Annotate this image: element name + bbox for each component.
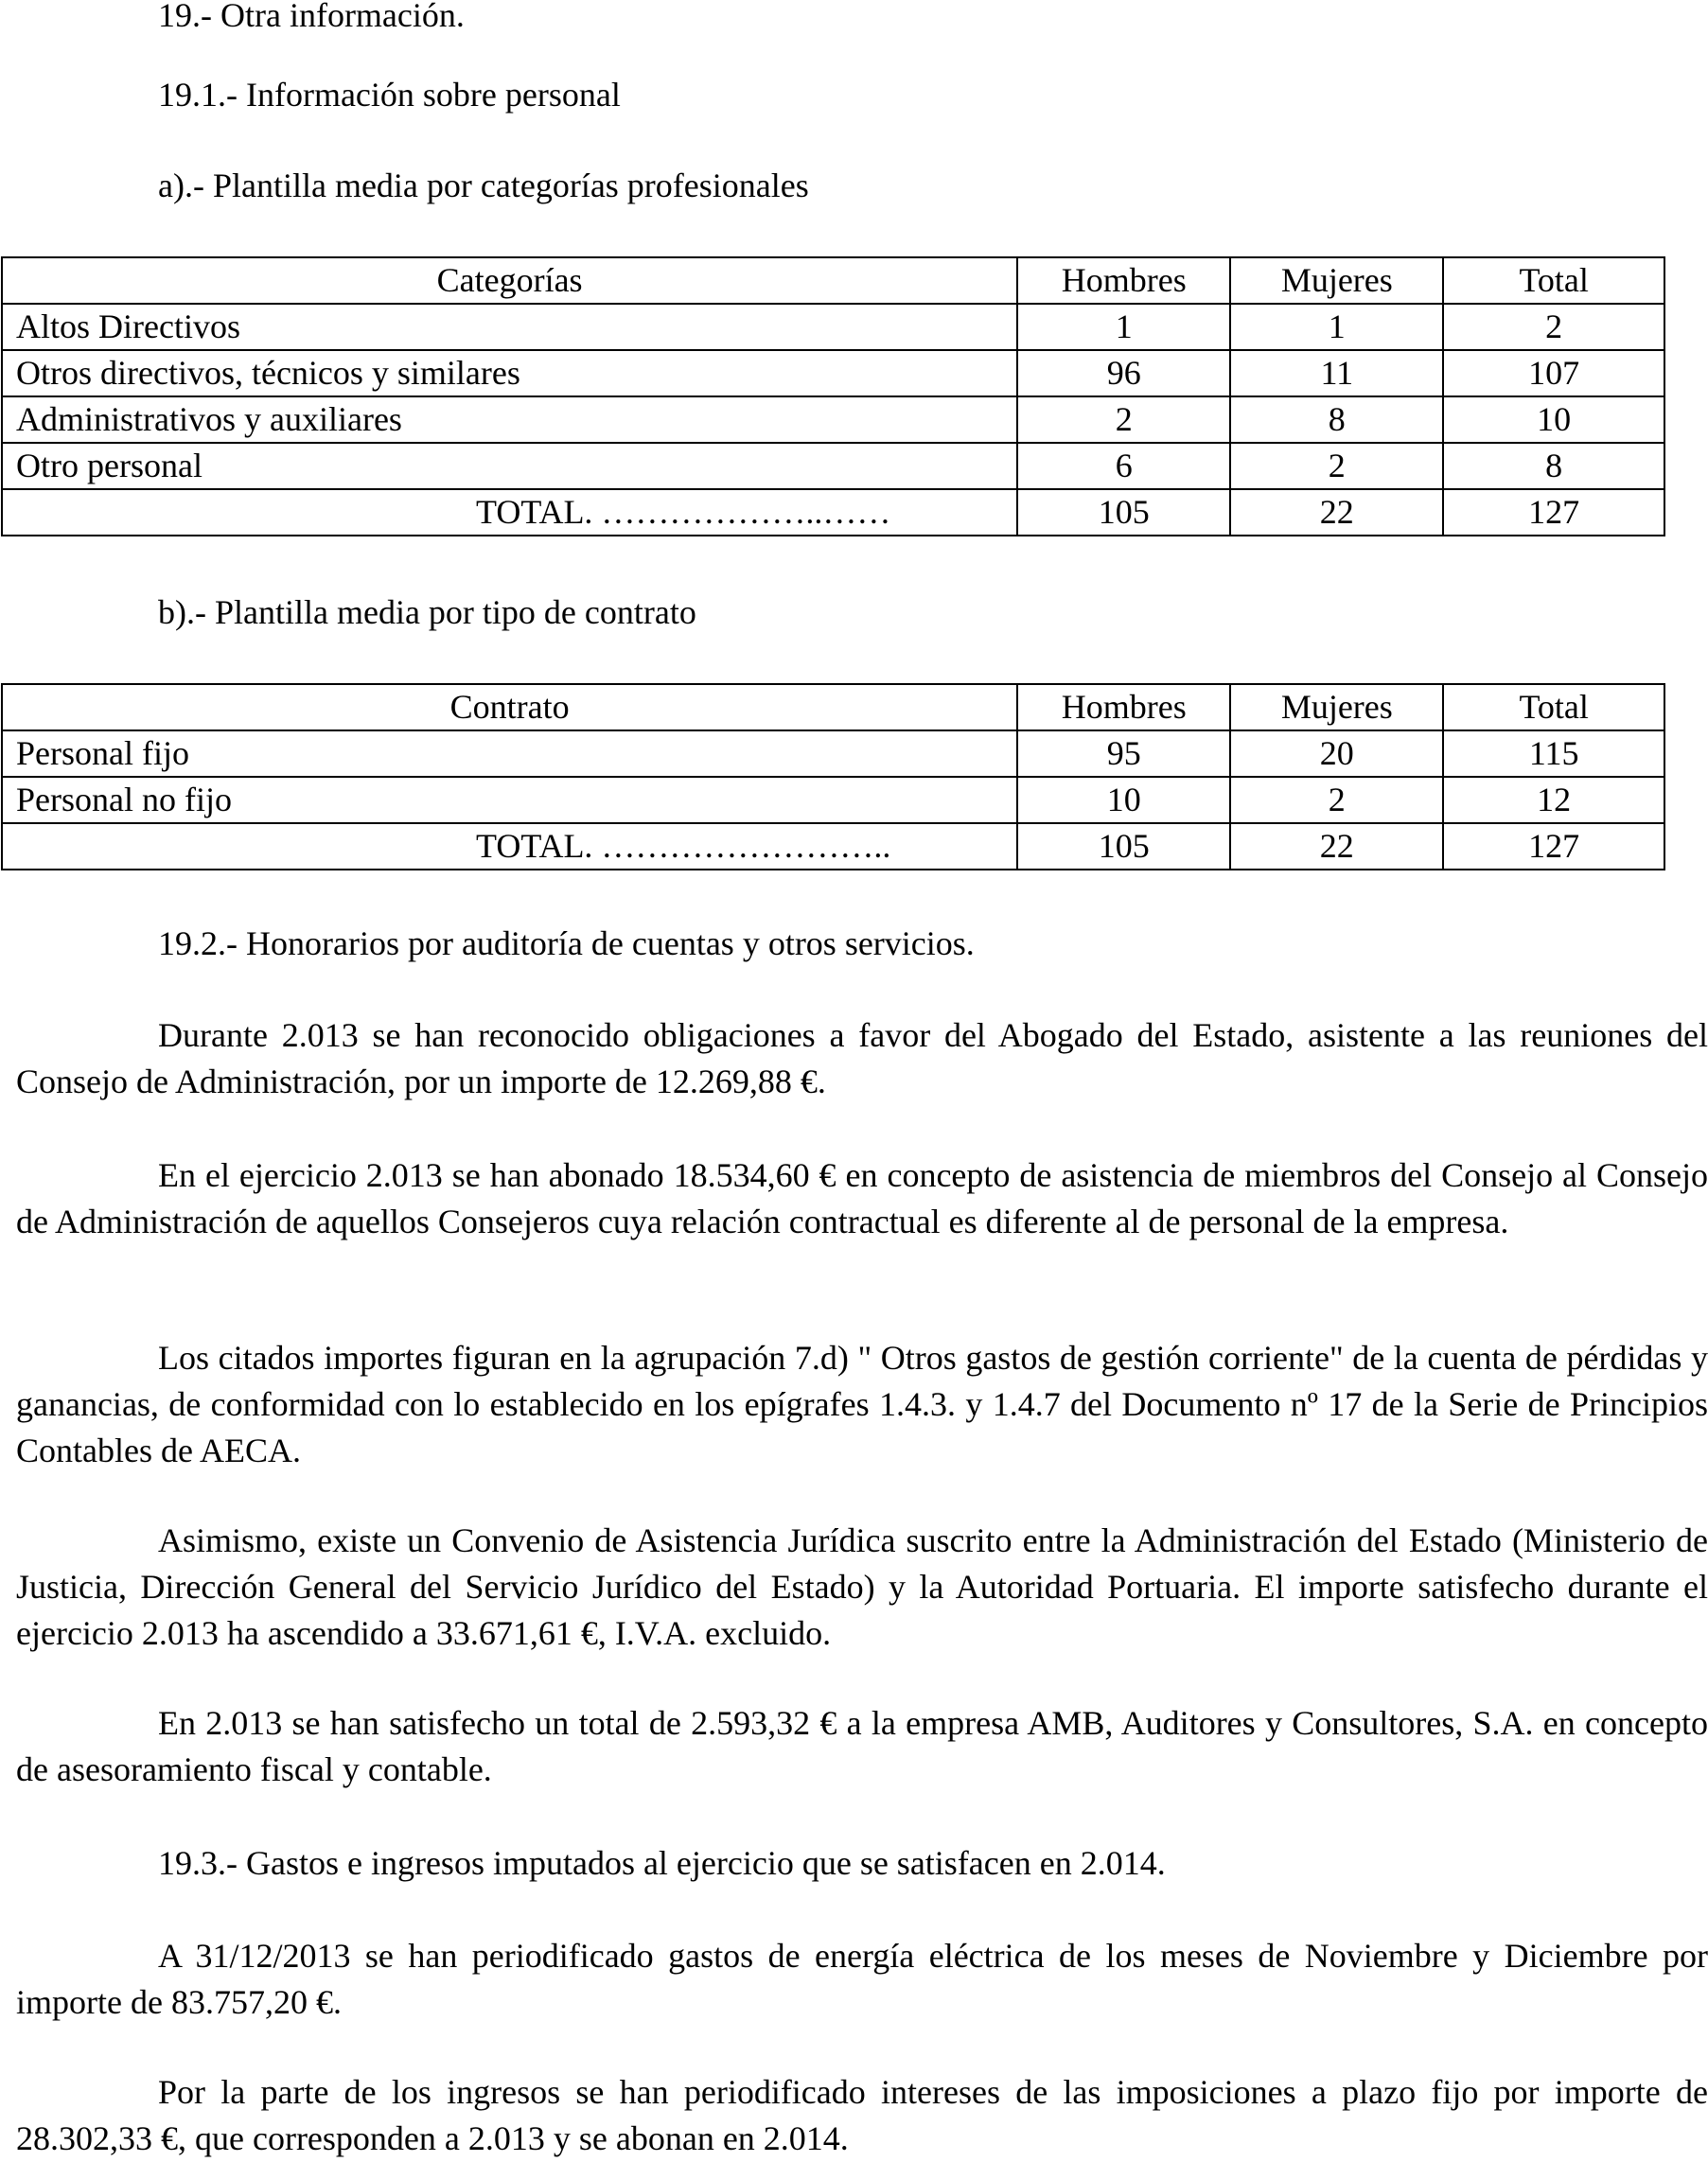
table-row — [2, 396, 1664, 443]
table-total-row — [2, 823, 1664, 870]
cell-hombres: 2 — [1017, 396, 1230, 443]
cell-total: 2 — [1443, 304, 1664, 350]
paragraph-asistencia-consejo: En el ejercicio 2.013 se han abonado 18.534,60 € en concepto de asistencia de miembros del Consejo al Consejo de Administración de aquellos Consejeros cuya relación contractual es diferente al de personal de la empresa. — [16, 1156, 1708, 1240]
cell-total: 10 — [1443, 396, 1664, 443]
column-header-categorias: Categorías — [2, 257, 1017, 304]
cell-mujeres: 2 — [1230, 777, 1443, 823]
table-plantilla-categorias — [1, 256, 1665, 536]
total-label: TOTAL. …………………….. — [2, 823, 1017, 870]
table-row — [2, 350, 1664, 396]
table-row — [2, 730, 1664, 777]
paragraph-abogado-estado: Durante 2.013 se han reconocido obligaciones a favor del Abogado del Estado, asistente a las reuniones del Consejo de Administración, por un importe de 12.269,88 €. — [16, 1016, 1708, 1100]
cell-mujeres: 8 — [1230, 396, 1443, 443]
column-header-total: Total — [1443, 257, 1664, 304]
cell-mujeres: 20 — [1230, 730, 1443, 777]
total-total: 127 — [1443, 823, 1664, 870]
cell-hombres: 6 — [1017, 443, 1230, 489]
section-heading-19-2: 19.2.- Honorarios por auditoría de cuentas y otros servicios. — [158, 924, 975, 962]
paragraph-energia-electrica: A 31/12/2013 se han periodificado gastos de energía eléctrica de los meses de Noviembre y Diciembre por importe de 83.757,20 €. — [16, 1937, 1708, 2021]
column-header-hombres: Hombres — [1017, 684, 1230, 730]
cell-hombres: 10 — [1017, 777, 1230, 823]
table-header-row — [2, 257, 1664, 304]
cell-mujeres: 2 — [1230, 443, 1443, 489]
cell-total: 107 — [1443, 350, 1664, 396]
column-header-hombres: Hombres — [1017, 257, 1230, 304]
section-heading-19-3: 19.3.- Gastos e ingresos imputados al ejercicio que se satisfacen en 2.014. — [158, 1844, 1166, 1882]
row-label: Personal fijo — [2, 730, 1017, 777]
cell-hombres: 1 — [1017, 304, 1230, 350]
cell-mujeres: 1 — [1230, 304, 1443, 350]
table-plantilla-contrato — [1, 683, 1665, 870]
total-mujeres: 22 — [1230, 823, 1443, 870]
paragraph-convenio-juridico: Asimismo, existe un Convenio de Asistencia Jurídica suscrito entre la Administración del Estado (Ministerio de Justicia, Dirección General del Servicio Jurídico del Estado) y la Autoridad Portuaria. El importe satisfecho durante el ejercicio 2.013 ha ascendido a 33.671,61 €, I.V.A. excluido. — [16, 1521, 1708, 1652]
table-row — [2, 304, 1664, 350]
table-row — [2, 777, 1664, 823]
row-label: Otro personal — [2, 443, 1017, 489]
cell-total: 115 — [1443, 730, 1664, 777]
section-heading-19-1: 19.1.- Información sobre personal — [158, 76, 621, 114]
table-row — [2, 443, 1664, 489]
row-label: Personal no fijo — [2, 777, 1017, 823]
subsection-heading-b: b).- Plantilla media por tipo de contrato — [158, 593, 696, 631]
paragraph-asesoramiento-fiscal: En 2.013 se han satisfecho un total de 2.593,32 € a la empresa AMB, Auditores y Consultores, S.A. en concepto de asesoramiento fiscal y contable. — [16, 1704, 1708, 1788]
total-label: TOTAL. ………………..…… — [2, 489, 1017, 536]
table-total-row — [2, 489, 1664, 536]
row-label: Administrativos y auxiliares — [2, 396, 1017, 443]
column-header-total: Total — [1443, 684, 1664, 730]
column-header-mujeres: Mujeres — [1230, 684, 1443, 730]
cell-total: 12 — [1443, 777, 1664, 823]
cell-mujeres: 11 — [1230, 350, 1443, 396]
paragraph-intereses: Por la parte de los ingresos se han periodificado intereses de las imposiciones a plazo fijo por importe de 28.302,33 €, que corresponden a 2.013 y se abonan en 2.014. — [16, 2073, 1708, 2157]
total-total: 127 — [1443, 489, 1664, 536]
row-label: Altos Directivos — [2, 304, 1017, 350]
cell-hombres: 96 — [1017, 350, 1230, 396]
cell-hombres: 95 — [1017, 730, 1230, 777]
column-header-mujeres: Mujeres — [1230, 257, 1443, 304]
total-hombres: 105 — [1017, 823, 1230, 870]
subsection-heading-a: a).- Plantilla media por categorías profesionales — [158, 167, 809, 204]
total-hombres: 105 — [1017, 489, 1230, 536]
cell-total: 8 — [1443, 443, 1664, 489]
paragraph-agrupacion: Los citados importes figuran en la agrupación 7.d) " Otros gastos de gestión corriente" de la cuenta de pérdidas y ganancias, de conformidad con lo establecido en los epígrafes 1.4.3. y 1.4.7 del Documento nº 17 de la Serie de Principios Contables de AECA. — [16, 1339, 1708, 1469]
row-label: Otros directivos, técnicos y similares — [2, 350, 1017, 396]
total-mujeres: 22 — [1230, 489, 1443, 536]
section-heading-19: 19.- Otra información. — [158, 0, 465, 34]
table-header-row — [2, 684, 1664, 730]
column-header-contrato: Contrato — [2, 684, 1017, 730]
